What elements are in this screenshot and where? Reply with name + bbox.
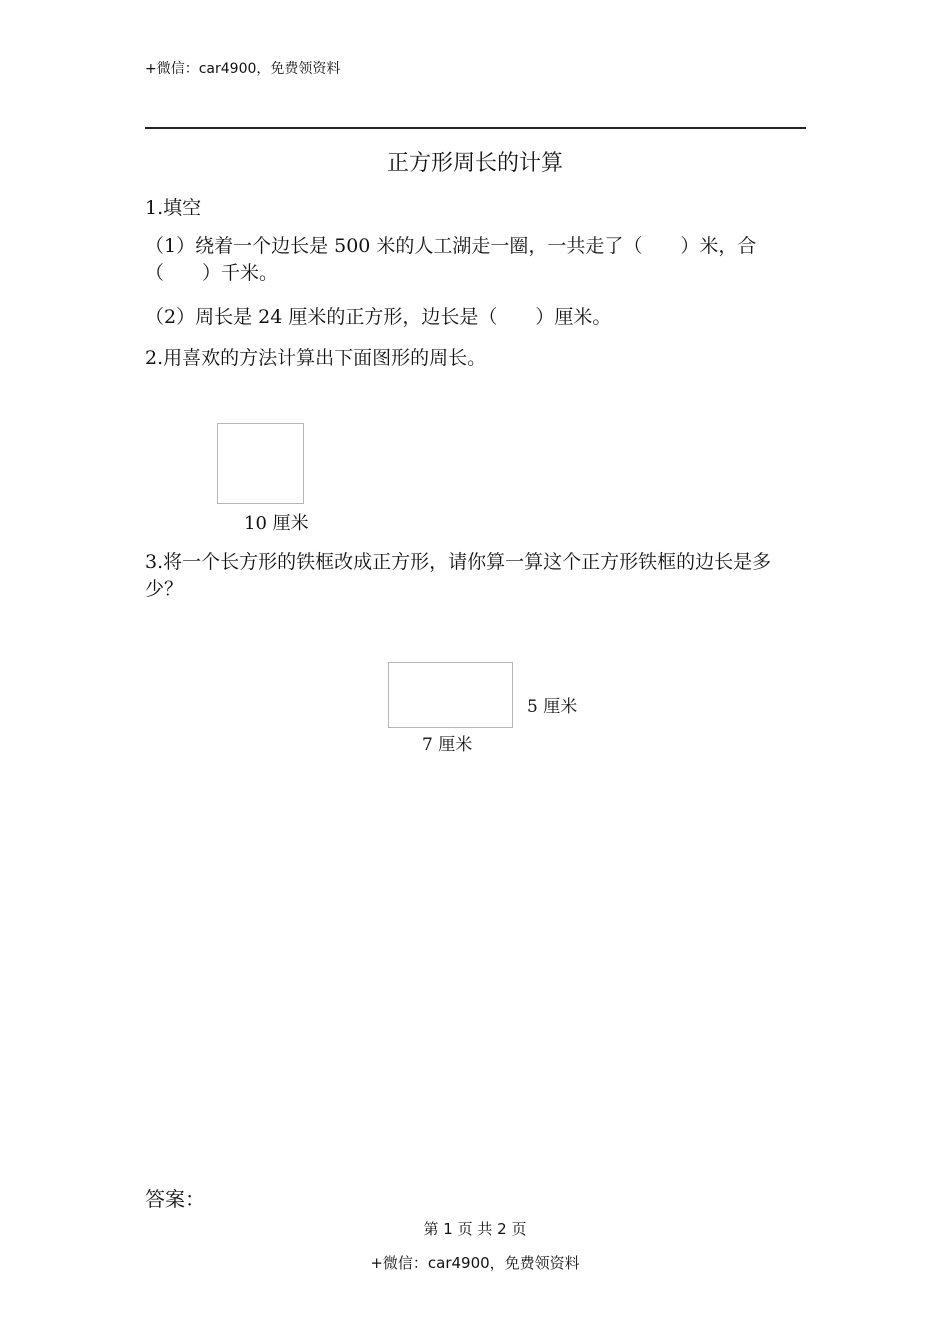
question-1-item-1: （1）绕着一个边长是 500 米的人工湖走一圈，一共走了（ ）米，合（ ）千米。 — [145, 235, 757, 284]
page-title: 正方形周长的计算 — [386, 151, 563, 176]
question-1-heading: 1.填空 — [145, 197, 202, 219]
footer-watermark-note: +微信：car4900，免费领资料 — [370, 1254, 580, 1272]
question-2-heading: 2.用喜欢的方法计算出下面图形的周长。 — [145, 347, 487, 369]
header-watermark-note: +微信：car4900，免费领资料 — [145, 61, 341, 77]
answer-label: 答案： — [145, 1187, 205, 1211]
question-1-item-2: （2）周长是 24 厘米的正方形，边长是（ ）厘米。 — [145, 306, 612, 328]
square-side-label: 10 厘米 — [244, 513, 309, 534]
header-divider — [145, 127, 806, 129]
rectangle-width-label: 7 厘米 — [422, 735, 473, 755]
page-number: 第 1 页 共 2 页 — [423, 1220, 527, 1238]
square-figure — [217, 423, 304, 504]
question-3-heading: 3.将一个长方形的铁框改成正方形，请你算一算这个正方形铁框的边长是多少？ — [145, 551, 772, 600]
rectangle-height-label: 5 厘米 — [527, 697, 578, 717]
rectangle-figure — [388, 662, 513, 728]
